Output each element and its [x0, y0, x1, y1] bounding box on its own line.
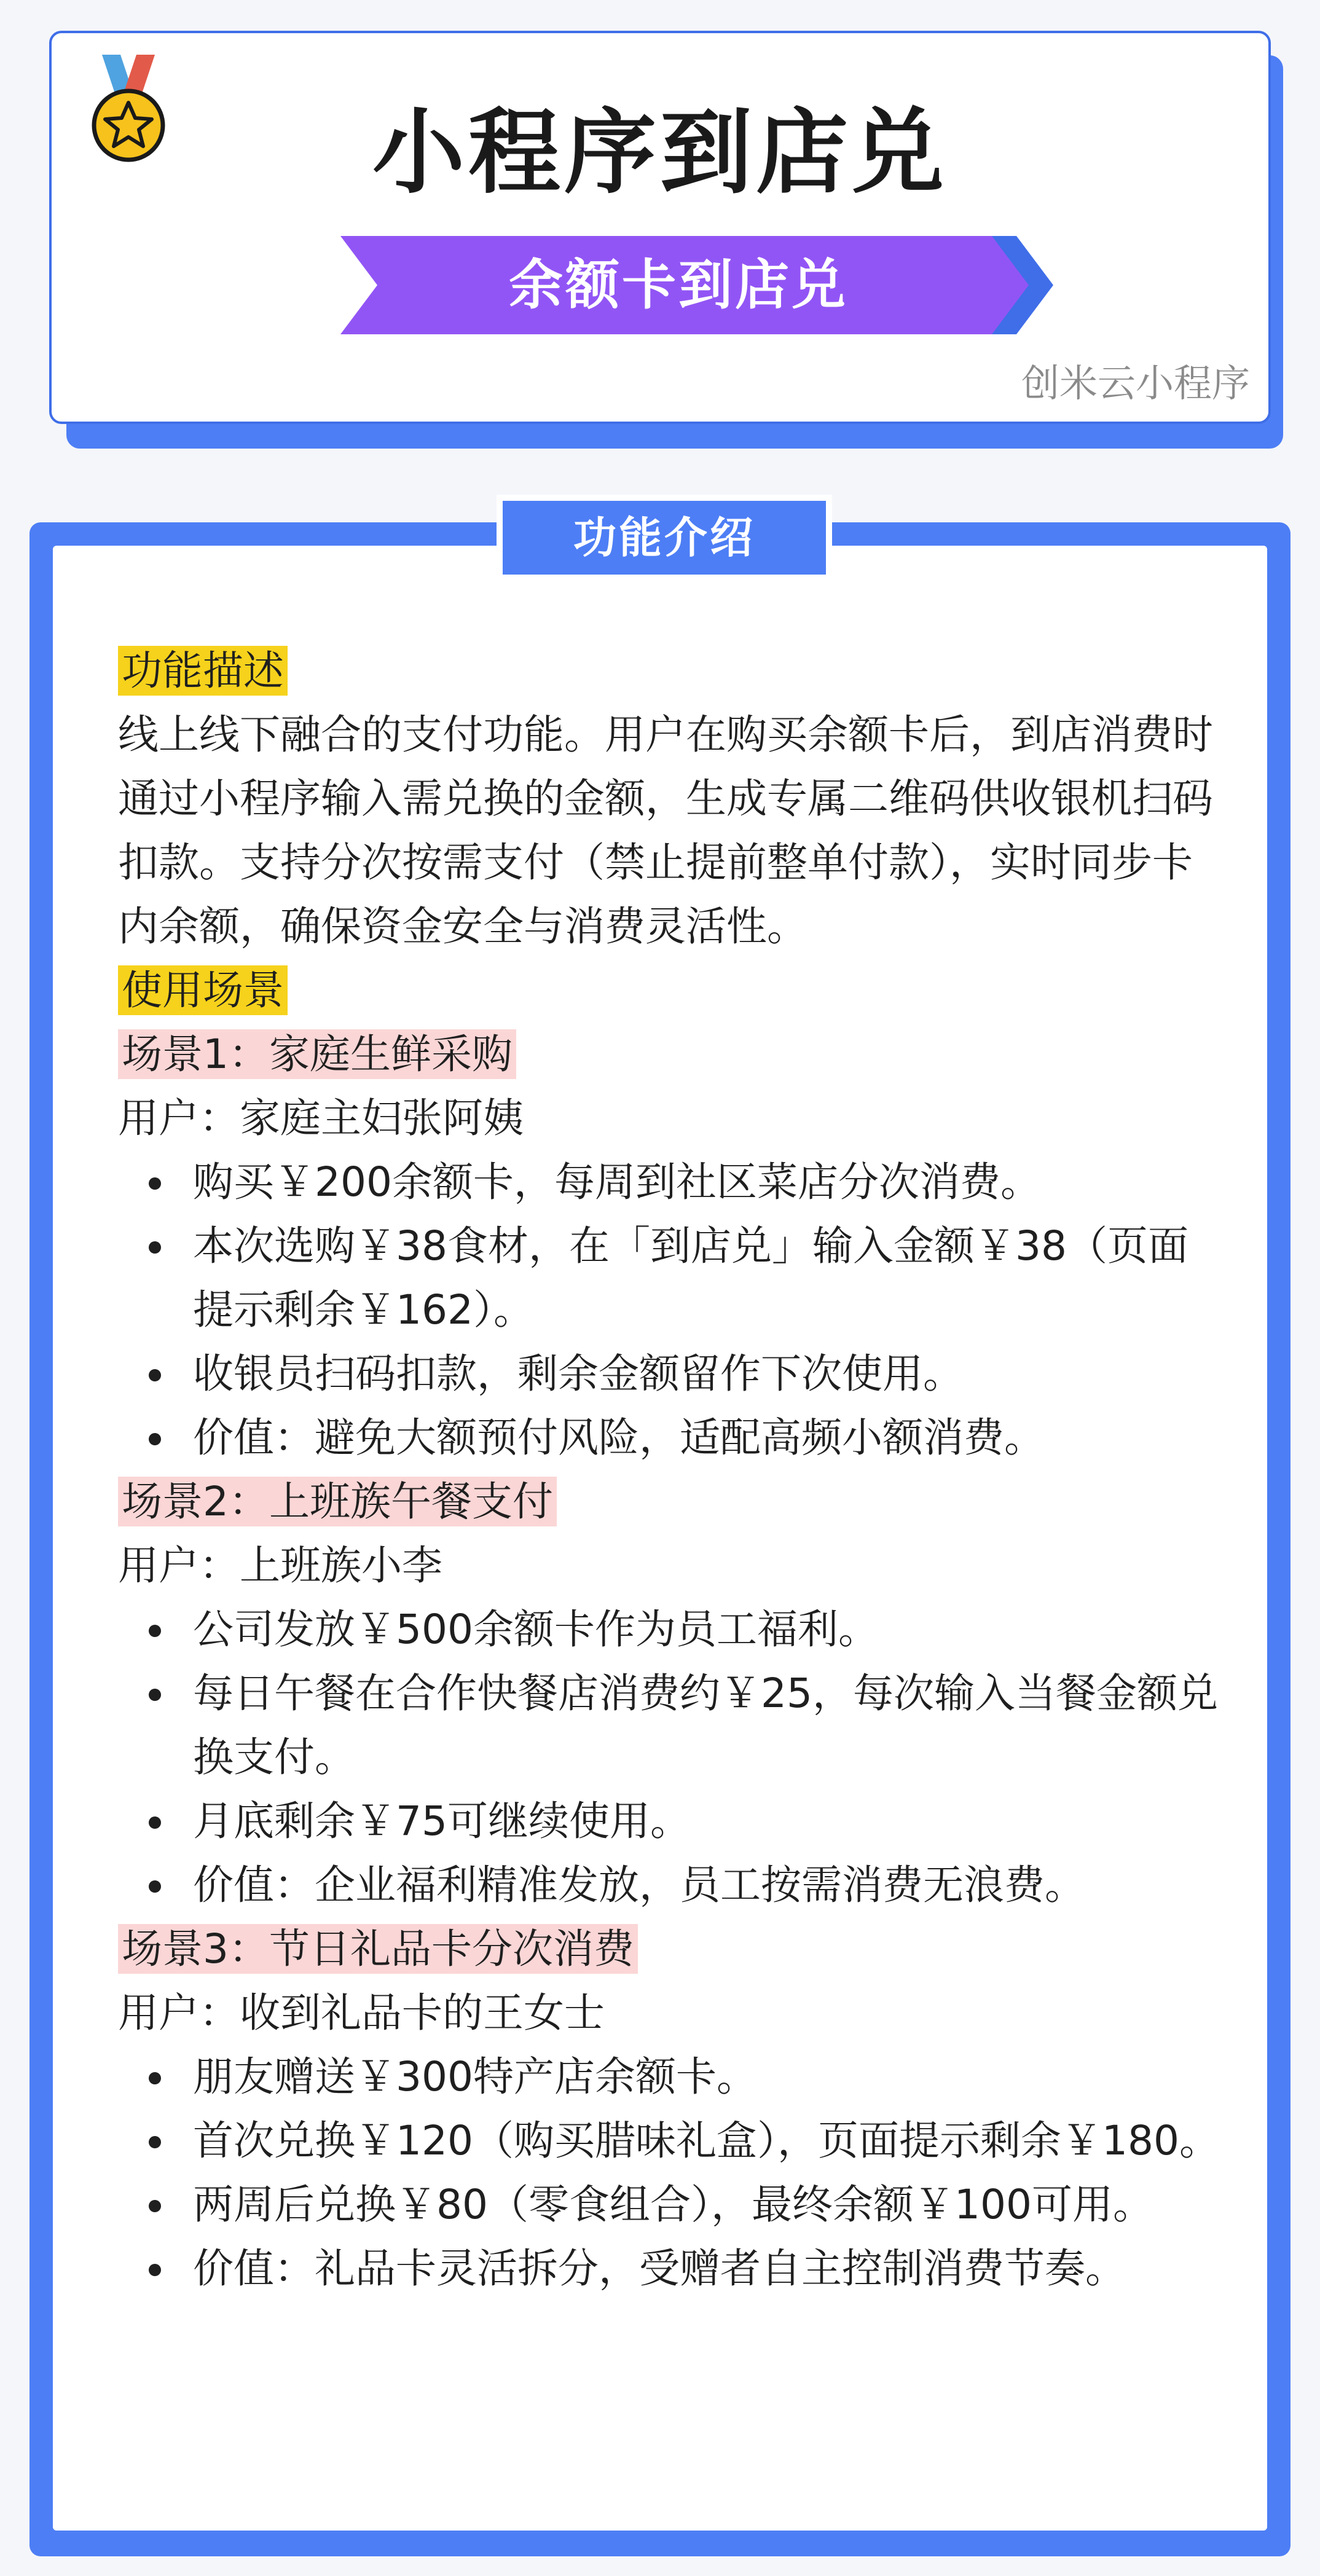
list-item: 本次选购￥38食材，在「到店兑」输入金额￥38（页面提示剩余￥162）。	[118, 1214, 1224, 1342]
list-item: 公司发放￥500余额卡作为员工福利。	[118, 1598, 1224, 1662]
scenario-title: 场景1：家庭生鲜采购	[118, 1029, 516, 1079]
list-item: 价值：避免大额预付风险，适配高频小额消费。	[118, 1406, 1224, 1470]
page-title: 小程序到店兑	[372, 100, 948, 206]
scenario-bullets	[118, 2045, 1224, 2301]
list-item: 两周后兑换￥80（零食组合），最终余额￥100可用。	[118, 2173, 1224, 2237]
list-item: 价值：企业福利精准发放，员工按需消费无浪费。	[118, 1853, 1224, 1917]
usage-heading: 使用场景	[118, 965, 288, 1015]
list-item: 购买￥200余额卡，每周到社区菜店分次消费。	[118, 1150, 1224, 1214]
ribbon-label: 余额卡到店兑	[508, 253, 848, 316]
scenario-user: 用户：收到礼品卡的王女士	[118, 1989, 605, 2036]
scenario-user: 用户：家庭主妇张阿姨	[118, 1094, 524, 1142]
brand-label: 创米云小程序	[1021, 361, 1250, 406]
section-tab: 功能介绍	[497, 495, 832, 581]
scenario-bullets	[118, 1598, 1224, 1917]
scenario-bullets	[118, 1150, 1224, 1470]
list-item: 收银员扫码扣款，剩余金额留作下次使用。	[118, 1342, 1224, 1406]
list-item: 首次兑换￥120（购买腊味礼盒），页面提示剩余￥180。	[118, 2109, 1224, 2173]
list-item: 朋友赠送￥300特产店余额卡。	[118, 2045, 1224, 2109]
intro-content	[118, 639, 1224, 2301]
ribbon-banner	[340, 236, 1053, 340]
scenario-title: 场景3：节日礼品卡分次消费	[118, 1924, 638, 1974]
description-text: 线上线下融合的支付功能。用户在购买余额卡后，到店消费时通过小程序输入需兑换的金额，生成专属二维码供收银机扫码扣款。支持分次按需支付（禁止提前整单付款），实时同步卡内余额，确保资金安全与消费灵活性。	[118, 711, 1213, 950]
list-item: 价值：礼品卡灵活拆分，受赠者自主控制消费节奏。	[118, 2237, 1224, 2301]
header-card	[49, 31, 1271, 424]
list-item: 月底剩余￥75可继续使用。	[118, 1789, 1224, 1853]
scenario-user: 用户：上班族小李	[118, 1542, 442, 1589]
description-heading: 功能描述	[118, 646, 288, 696]
scenario-title: 场景2：上班族午餐支付	[118, 1477, 557, 1526]
list-item: 每日午餐在合作快餐店消费约￥25，每次输入当餐金额兑换支付。	[118, 1662, 1224, 1789]
